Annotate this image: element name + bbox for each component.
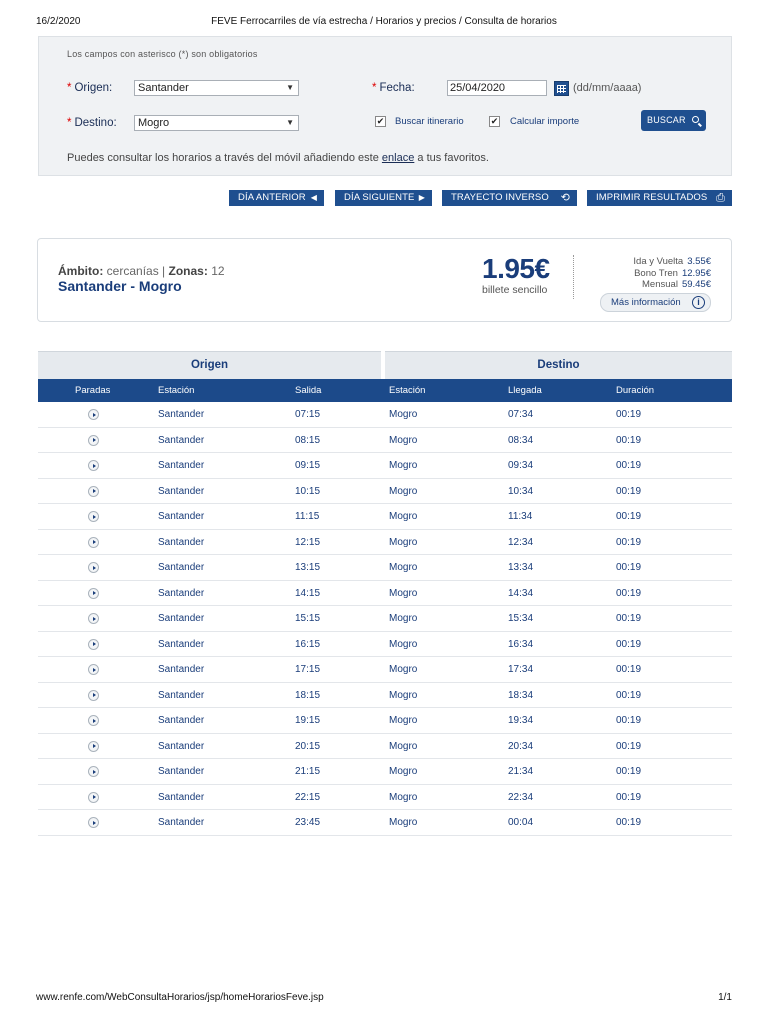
cell-duracion: 00:19: [616, 817, 642, 828]
price-box: [37, 238, 732, 322]
cell-llegada: 07:34: [508, 409, 534, 420]
table-row: [38, 785, 732, 811]
table-row: [38, 683, 732, 709]
cell-estacion-destino: Mogro: [389, 791, 418, 803]
header-llegada: Llegada: [508, 385, 542, 396]
table-row: [38, 555, 732, 581]
route-title: Santander - Mogro: [58, 278, 182, 294]
group-origen: Origen: [38, 351, 381, 379]
buscar-button[interactable]: [641, 110, 706, 131]
cell-duracion: 00:19: [616, 766, 642, 777]
table-row: [38, 606, 732, 632]
paradas-play-icon[interactable]: [88, 409, 99, 420]
cell-salida: 23:45: [295, 817, 321, 828]
table-row: [38, 453, 732, 479]
print-url: www.renfe.com/WebConsultaHorarios/jsp/homeHorariosFeve.jsp: [36, 992, 324, 1003]
cell-llegada: 20:34: [508, 740, 534, 752]
cell-llegada: 19:34: [508, 715, 534, 726]
cell-llegada: 16:34: [508, 638, 534, 650]
cell-duracion: 00:19: [616, 587, 642, 599]
print-icon: ⎙: [716, 192, 725, 204]
cell-estacion-destino: Mogro: [389, 766, 418, 777]
table-row: [38, 530, 732, 556]
cell-estacion-origen: Santander: [158, 613, 205, 624]
fares-list: [633, 256, 711, 291]
print-page-number: 1/1: [718, 992, 732, 1003]
cell-llegada: 14:34: [508, 587, 534, 599]
group-destino: Destino: [385, 351, 732, 379]
cell-estacion-origen: Santander: [158, 791, 205, 803]
destino-select[interactable]: [134, 115, 299, 131]
paradas-play-icon[interactable]: [88, 817, 99, 828]
print-footer: [36, 992, 732, 1006]
paradas-play-icon[interactable]: [88, 588, 99, 599]
cell-estacion-origen: Santander: [158, 689, 205, 701]
cell-estacion-destino: Mogro: [389, 409, 418, 420]
cell-llegada: 09:34: [508, 460, 534, 471]
paradas-play-icon[interactable]: [88, 792, 99, 803]
cell-llegada: 13:34: [508, 562, 534, 573]
cell-estacion-origen: Santander: [158, 434, 205, 446]
paradas-play-icon[interactable]: [88, 562, 99, 573]
table-row: [38, 479, 732, 505]
cell-estacion-origen: Santander: [158, 409, 205, 420]
cell-salida: 14:15: [295, 587, 321, 599]
header-estacion-origen: Estación: [158, 385, 195, 396]
divider: [573, 255, 574, 299]
cell-salida: 21:15: [295, 766, 321, 777]
table-row: [38, 734, 732, 760]
cell-duracion: 00:19: [616, 791, 642, 803]
buscar-itinerario-label: Buscar itinerario: [395, 116, 464, 127]
fecha-input[interactable]: 25/04/2020: [447, 80, 547, 96]
cell-estacion-destino: Mogro: [389, 817, 418, 828]
cell-estacion-destino: Mogro: [389, 434, 418, 446]
mobile-link[interactable]: enlace: [381, 152, 415, 164]
reverse-icon: ⟲: [560, 192, 570, 204]
cell-salida: 16:15: [295, 638, 321, 650]
table-row: [38, 581, 732, 607]
required-fields-note: Los campos con asterisco (*) son obligatorios: [67, 49, 258, 59]
paradas-play-icon[interactable]: [88, 511, 99, 522]
paradas-play-icon[interactable]: [88, 741, 99, 752]
paradas-play-icon[interactable]: [88, 486, 99, 497]
table-row: [38, 402, 732, 428]
fare-mensual: Mensual 59.45€: [642, 279, 711, 290]
cell-estacion-origen: Santander: [158, 485, 205, 497]
price-amount: 1.95€: [482, 253, 550, 284]
arrow-right-icon: ▶: [418, 193, 425, 202]
cell-llegada: 17:34: [508, 664, 534, 675]
cell-estacion-destino: Mogro: [389, 638, 418, 650]
table-group-header: [38, 351, 732, 379]
cell-estacion-destino: Mogro: [389, 485, 418, 497]
paradas-play-icon[interactable]: [88, 664, 99, 675]
cell-estacion-destino: Mogro: [389, 587, 418, 599]
search-icon: [692, 116, 699, 123]
cell-llegada: 22:34: [508, 791, 534, 803]
cell-duracion: 00:19: [616, 434, 642, 446]
price-subtitle: billete sencillo: [482, 284, 548, 296]
paradas-play-icon[interactable]: [88, 715, 99, 726]
cell-duracion: 00:19: [616, 689, 642, 701]
table-header: [38, 379, 732, 402]
table-row: [38, 632, 732, 658]
paradas-play-icon[interactable]: [88, 690, 99, 701]
table-row: [38, 708, 732, 734]
fecha-label: * Fecha:: [372, 82, 415, 94]
calcular-importe-checkbox[interactable]: ✔: [490, 116, 499, 126]
mobile-link-text: Puedes consultar los horarios a través del móvil añadiendo este enlace a tus favoritos.: [67, 152, 489, 164]
cell-salida: 19:15: [295, 715, 321, 726]
origen-select[interactable]: [134, 80, 299, 96]
cell-estacion-origen: Santander: [158, 562, 205, 573]
cell-estacion-origen: Santander: [158, 715, 205, 726]
origen-label: * Origen:: [67, 82, 113, 94]
table-row: [38, 759, 732, 785]
ambito-info: Ámbito: cercanías | Zonas: 12: [58, 264, 225, 278]
dia-siguiente-button[interactable]: DÍA SIGUIENTE ▶: [335, 190, 432, 206]
paradas-play-icon[interactable]: [88, 639, 99, 650]
cell-duracion: 00:19: [616, 536, 642, 548]
header-duracion: Duración: [616, 385, 655, 396]
calcular-importe-label: Calcular importe: [510, 116, 580, 127]
cell-llegada: 15:34: [508, 613, 534, 624]
cell-salida: 13:15: [295, 562, 321, 573]
fecha-format-hint: (dd/mm/aaaa): [573, 82, 642, 94]
cell-estacion-origen: Santander: [158, 817, 205, 828]
cell-estacion-destino: Mogro: [389, 664, 418, 675]
destino-value: Mogro: [138, 117, 170, 129]
cell-estacion-destino: Mogro: [389, 740, 418, 752]
imprimir-button[interactable]: IMPRIMIR RESULTADOS ⎙: [587, 190, 732, 206]
cell-salida: 17:15: [295, 664, 321, 675]
cell-salida: 09:15: [295, 460, 321, 471]
chevron-down-icon: ▼: [286, 83, 294, 92]
cell-salida: 18:15: [295, 689, 321, 701]
cell-salida: 20:15: [295, 740, 321, 752]
cell-duracion: 00:19: [616, 613, 642, 624]
cell-estacion-origen: Santander: [158, 664, 205, 675]
calendar-icon[interactable]: [554, 81, 569, 96]
cell-llegada: 11:34: [508, 511, 533, 522]
table-row: [38, 657, 732, 683]
print-date: 16/2/2020: [36, 16, 81, 27]
cell-llegada: 08:34: [508, 434, 534, 446]
cell-salida: 22:15: [295, 791, 321, 803]
cell-estacion-destino: Mogro: [389, 460, 418, 471]
cell-duracion: 00:19: [616, 485, 642, 497]
search-form: [38, 36, 732, 176]
trayecto-inverso-button[interactable]: TRAYECTO INVERSO ⟲: [442, 190, 577, 206]
header-salida: Salida: [295, 385, 322, 396]
cell-llegada: 12:34: [508, 536, 534, 548]
cell-estacion-destino: Mogro: [389, 536, 418, 548]
cell-duracion: 00:19: [616, 562, 642, 573]
buscar-button-label: BUSCAR: [647, 115, 686, 125]
cell-estacion-destino: Mogro: [389, 562, 418, 573]
print-title: FEVE Ferrocarriles de vía estrecha / Horarios y precios / Consulta de horarios: [211, 16, 557, 27]
cell-llegada: 21:34: [508, 766, 534, 777]
paradas-play-icon[interactable]: [88, 613, 99, 624]
header-estacion-destino: Estación: [389, 385, 426, 396]
table-body: [38, 402, 732, 836]
schedule-table: [38, 351, 732, 836]
origen-value: Santander: [138, 82, 189, 94]
header-paradas: Paradas: [75, 385, 111, 396]
chevron-down-icon: ▼: [286, 118, 294, 127]
cell-estacion-destino: Mogro: [389, 511, 418, 522]
cell-salida: 11:15: [295, 511, 320, 522]
cell-estacion-origen: Santander: [158, 587, 205, 599]
cell-salida: 12:15: [295, 536, 321, 548]
cell-salida: 10:15: [295, 485, 321, 497]
cell-estacion-origen: Santander: [158, 638, 205, 650]
cell-salida: 08:15: [295, 434, 321, 446]
cell-duracion: 00:19: [616, 409, 642, 420]
table-row: [38, 810, 732, 836]
cell-duracion: 00:19: [616, 664, 642, 675]
cell-estacion-origen: Santander: [158, 766, 205, 777]
destino-label: * Destino:: [67, 117, 117, 129]
cell-duracion: 00:19: [616, 740, 642, 752]
info-icon: i: [692, 296, 705, 309]
cell-llegada: 10:34: [508, 485, 534, 497]
cell-estacion-destino: Mogro: [389, 613, 418, 624]
mas-informacion-button[interactable]: Más información i: [600, 293, 711, 312]
dia-anterior-button[interactable]: DÍA ANTERIOR ◀: [229, 190, 324, 206]
cell-duracion: 00:19: [616, 638, 642, 650]
cell-estacion-destino: Mogro: [389, 689, 418, 701]
cell-estacion-origen: Santander: [158, 511, 205, 522]
table-row: [38, 504, 732, 530]
cell-llegada: 18:34: [508, 689, 534, 701]
cell-estacion-origen: Santander: [158, 740, 205, 752]
cell-salida: 15:15: [295, 613, 321, 624]
paradas-play-icon[interactable]: [88, 435, 99, 446]
paradas-play-icon[interactable]: [88, 460, 99, 471]
fare-bono-tren: Bono Tren 12.95€: [634, 267, 711, 279]
cell-llegada: 00:04: [508, 817, 534, 828]
cell-estacion-origen: Santander: [158, 536, 205, 548]
cell-estacion-origen: Santander: [158, 460, 205, 471]
print-header: [36, 16, 732, 30]
cell-duracion: 00:19: [616, 511, 642, 522]
table-row: [38, 428, 732, 454]
arrow-left-icon: ◀: [310, 193, 317, 202]
cell-duracion: 00:19: [616, 715, 642, 726]
fare-ida-vuelta: Ida y Vuelta 3.55€: [633, 256, 711, 267]
buscar-itinerario-checkbox[interactable]: ✔: [376, 116, 385, 126]
cell-salida: 07:15: [295, 409, 321, 420]
paradas-play-icon[interactable]: [88, 537, 99, 548]
paradas-play-icon[interactable]: [88, 766, 99, 777]
cell-estacion-destino: Mogro: [389, 715, 418, 726]
cell-duracion: 00:19: [616, 460, 642, 471]
